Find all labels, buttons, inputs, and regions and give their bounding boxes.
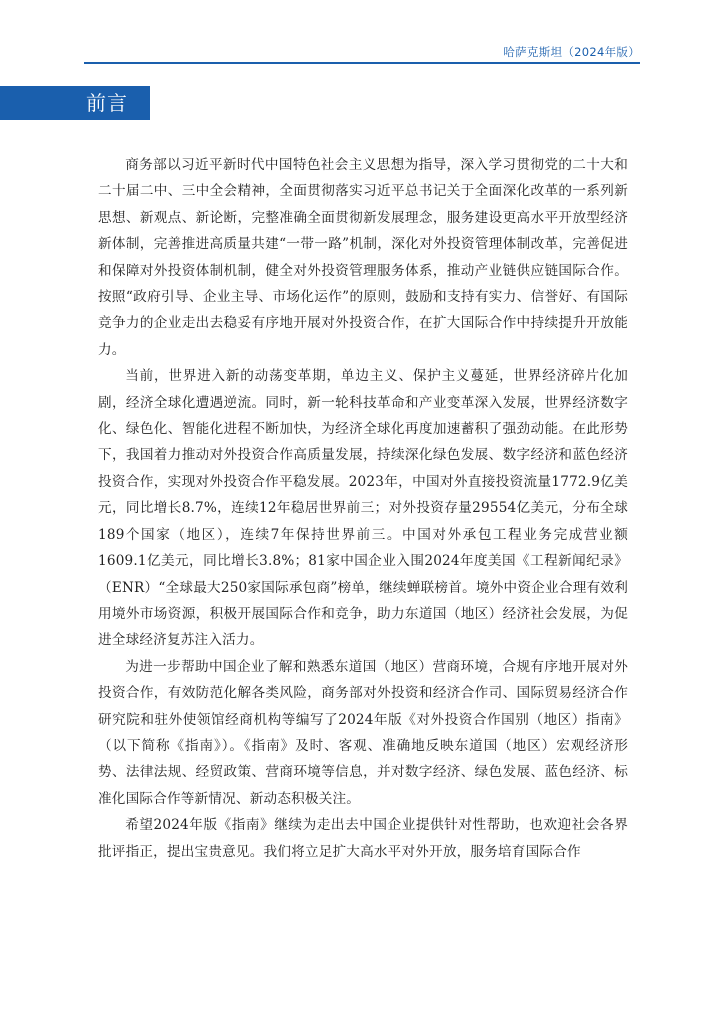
header-divider	[84, 62, 640, 64]
section-title: 前言	[86, 91, 128, 115]
body-text	[98, 152, 628, 865]
running-header-title: 哈萨克斯坦（2024年版）	[503, 45, 640, 59]
paragraph: 商务部以习近平新时代中国特色社会主义思想为指导，深入学习贯彻党的二十大和二十届二中、三中全会精神，全面贯彻落实习近平总书记关于全面深化改革的一系列新思想、新观点、新论断，完整准确全面贯彻新发展理念，服务建设更高水平开放型经济新体制，完善推进高质量共建“一带一路”机制，深化对外投资管理体制改革，完善促进和保障对外投资体制机制，健全对外投资管理服务体系，推动产业链供应链国际合作。按照“政府引导、企业主导、市场化运作”的原则，鼓励和支持有实力、信誉好、有国际竞争力的企业走出去稳妥有序地开展对外投资合作，在扩大国际合作中持续提升开放能力。	[98, 157, 628, 358]
section-banner	[0, 86, 150, 120]
paragraph: 为进一步帮助中国企业了解和熟悉东道国（地区）营商环境，合规有序地开展对外投资合作，有效防范化解各类风险，商务部对外投资和经济合作司、国际贸易经济合作研究院和驻外使领馆经商机构等编写了2024年版《对外投资合作国别（地区）指南》（以下简称《指南》）。《指南》及时、客观、准确地反映东道国（地区）宏观经济形势、法律法规、经贸政策、营商环境等信息，并对数字经济、绿色发展、蓝色经济、标准化国际合作等新情况、新动态积极关注。	[98, 658, 628, 807]
paragraph: 希望2024年版《指南》继续为走出去中国企业提供针对性帮助，也欢迎社会各界批评指正，提出宝贵意见。我们将立足扩大高水平对外开放，服务培育国际合作	[98, 817, 628, 860]
paragraph: 当前，世界进入新的动荡变革期，单边主义、保护主义蔓延，世界经济碎片化加剧，经济全球化遭遇逆流。同时，新一轮科技革命和产业变革深入发展，世界经济数字化、绿色化、智能化进程不断加快，为经济全球化再度加速蓄积了强劲动能。在此形势下，我国着力推动对外投资合作高质量发展，持续深化绿色发展、数字经济和蓝色经济投资合作，实现对外投资合作平稳发展。2023年，中国对外直接投资流量1772.9亿美元，同比增长8.7%，连续12年稳居世界前三；对外投资存量29554亿美元，分布全球189个国家（地区），连续7年保持世界前三。中国对外承包工程业务完成营业额1609.1亿美元，同比增长3.8%；81家中国企业入围2024年度美国《工程新闻纪录》（ENR）“全球最大250家国际承包商”榜单，继续蝉联榜首。境外中资企业合理有效利用境外市场资源，积极开展国际合作和竞争，助力东道国（地区）经济社会发展，为促进全球经济复苏注入活力。	[98, 368, 628, 649]
